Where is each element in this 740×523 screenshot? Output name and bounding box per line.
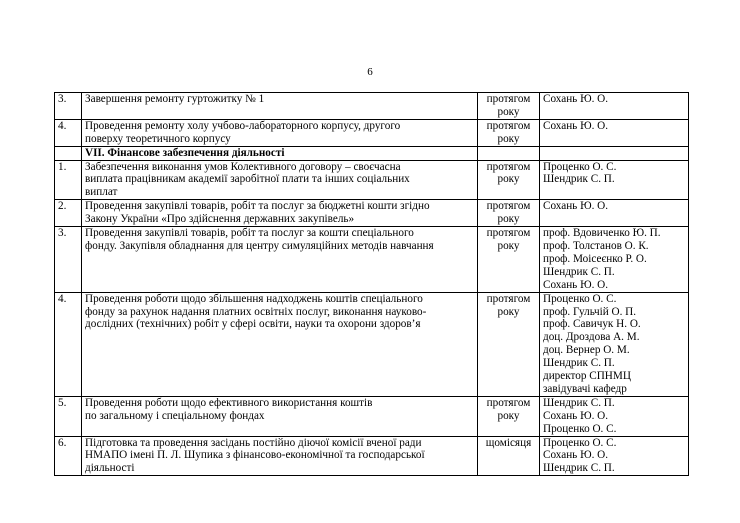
task-line: Проведення закупівлі товарів, робіт та послуг за бюджетні кошти згідно bbox=[85, 200, 430, 213]
task-line: діяльності bbox=[85, 462, 135, 475]
page-number: 6 bbox=[367, 66, 373, 78]
responsible-cell bbox=[540, 292, 689, 396]
row-number: 4. bbox=[55, 292, 82, 396]
section-title: VII. Фінансове забезпечення діяльності bbox=[82, 146, 478, 160]
responsible-line: Шендрик С. П. bbox=[543, 173, 615, 186]
term-line: року bbox=[497, 105, 520, 118]
row-number: 4. bbox=[55, 119, 82, 146]
task-line: Проведення ремонту холу учбово-лабораторного корпусу, другого bbox=[85, 119, 401, 132]
term-line: року bbox=[497, 409, 520, 422]
task-cell bbox=[82, 93, 478, 120]
table-row bbox=[55, 200, 689, 227]
responsible-line: проф. Толстанов О. К. bbox=[543, 239, 649, 252]
row-number: 5. bbox=[55, 396, 82, 436]
term-line: року bbox=[497, 213, 520, 226]
term-line: протягом bbox=[486, 396, 531, 409]
row-number: 1. bbox=[55, 160, 82, 200]
responsible-cell bbox=[540, 119, 689, 146]
responsible-line: проф. Гульчій О. П. bbox=[543, 305, 637, 318]
section-term-cell bbox=[478, 146, 540, 160]
table-body-before bbox=[55, 93, 689, 147]
term-line: протягом bbox=[486, 160, 531, 173]
term-cell bbox=[478, 93, 540, 120]
task-line: Забезпечення виконання умов Колективного договору – своєчасна bbox=[85, 160, 401, 173]
term-cell bbox=[478, 119, 540, 146]
responsible-cell bbox=[540, 93, 689, 120]
responsible-line: директор СПНМЦ bbox=[543, 370, 631, 383]
task-cell bbox=[82, 119, 478, 146]
responsible-line: Сохань Ю. О. bbox=[543, 278, 609, 291]
table-row bbox=[55, 436, 689, 476]
task-line: дослідних (технічних) робіт у сфері освіти, науки та охорони здоров’я bbox=[85, 318, 421, 331]
term-line: року bbox=[497, 239, 520, 252]
term-line: року bbox=[497, 305, 520, 318]
term-line: року bbox=[497, 173, 520, 186]
responsible-line: проф. Моісеєнко Р. О. bbox=[543, 252, 647, 265]
task-cell bbox=[82, 227, 478, 293]
responsible-cell bbox=[540, 436, 689, 476]
responsible-cell bbox=[540, 200, 689, 227]
term-line: протягом bbox=[486, 227, 531, 240]
section-responsible-cell bbox=[540, 146, 689, 160]
table-row bbox=[55, 93, 689, 120]
task-line: НМАПО імені П. Л. Шупика з фінансово-економічної та господарської bbox=[85, 449, 425, 462]
term-line: року bbox=[497, 132, 520, 145]
table-row bbox=[55, 227, 689, 293]
responsible-cell bbox=[540, 396, 689, 436]
row-number: 2. bbox=[55, 200, 82, 227]
task-cell bbox=[82, 436, 478, 476]
row-number: 3. bbox=[55, 93, 82, 120]
row-number: 6. bbox=[55, 436, 82, 476]
term-cell bbox=[478, 227, 540, 293]
responsible-line: Сохань Ю. О. bbox=[543, 119, 609, 132]
term-cell bbox=[478, 436, 540, 476]
section-num-cell bbox=[55, 146, 82, 160]
term-cell bbox=[478, 160, 540, 200]
term-line: протягом bbox=[486, 119, 531, 132]
responsible-line: Сохань Ю. О. bbox=[543, 449, 609, 462]
task-line: Проведення роботи щодо збільшення надходжень коштів спеціального bbox=[85, 292, 423, 305]
table-body-after bbox=[55, 160, 689, 476]
responsible-line: Проценко О. С. bbox=[543, 422, 617, 435]
responsible-line: Шендрик С. П. bbox=[543, 462, 615, 475]
responsible-line: Шендрик С. П. bbox=[543, 265, 615, 278]
task-cell bbox=[82, 396, 478, 436]
task-line: поверху теоретичного корпусу bbox=[85, 132, 231, 145]
table-row bbox=[55, 292, 689, 396]
responsible-line: завідувачі кафедр bbox=[543, 382, 627, 395]
task-line: виплата працівникам академії заробітної плати та інших соціальних bbox=[85, 173, 410, 186]
task-cell bbox=[82, 200, 478, 227]
task-cell bbox=[82, 292, 478, 396]
responsible-line: Проценко О. С. bbox=[543, 160, 617, 173]
term-line: протягом bbox=[486, 200, 531, 213]
responsible-line: Сохань Ю. О. bbox=[543, 93, 609, 105]
task-line: Проведення закупівлі товарів, робіт та послуг за кошти спеціального bbox=[85, 227, 414, 240]
responsible-cell bbox=[540, 227, 689, 293]
responsible-line: Шендрик С. П. bbox=[543, 357, 615, 370]
responsible-line: Шендрик С. П. bbox=[543, 396, 615, 409]
responsible-line: Проценко О. С. bbox=[543, 436, 617, 449]
responsible-line: Сохань Ю. О. bbox=[543, 409, 609, 422]
task-line: Закону України «Про здійснення державних закупівель» bbox=[85, 213, 355, 226]
task-line: виплат bbox=[85, 186, 118, 199]
table-row bbox=[55, 119, 689, 146]
table-row bbox=[55, 160, 689, 200]
term-cell bbox=[478, 396, 540, 436]
task-line: Проведення роботи щодо ефективного використання коштів bbox=[85, 396, 373, 409]
term-line: щомісяця bbox=[485, 436, 532, 449]
task-line: по загальному і спеціальному фондах bbox=[85, 409, 265, 422]
responsible-line: доц. Дроздова А. М. bbox=[543, 331, 640, 344]
section-body bbox=[55, 146, 689, 160]
task-line: фонду за рахунок надання платних освітніх послуг, виконання науково- bbox=[85, 305, 427, 318]
row-number: 3. bbox=[55, 227, 82, 293]
table-row bbox=[55, 396, 689, 436]
term-cell bbox=[478, 292, 540, 396]
task-line: Підготовка та проведення засідань постійно діючої комісії вченої ради bbox=[85, 436, 422, 449]
responsible-line: проф. Савичук Н. О. bbox=[543, 318, 641, 331]
task-line: фонду. Закупівля обладнання для центру симуляційних методів навчання bbox=[85, 239, 434, 252]
responsible-line: проф. Вдовиченко Ю. П. bbox=[543, 227, 661, 240]
section-row bbox=[55, 146, 689, 160]
term-line: протягом bbox=[486, 93, 531, 105]
term-line: протягом bbox=[486, 292, 531, 305]
responsible-cell bbox=[540, 160, 689, 200]
responsible-line: доц. Вернер О. М. bbox=[543, 344, 630, 357]
responsible-line: Сохань Ю. О. bbox=[543, 200, 609, 213]
responsible-line: Проценко О. С. bbox=[543, 292, 617, 305]
plan-table bbox=[54, 92, 689, 476]
task-cell bbox=[82, 160, 478, 200]
task-line: Завершення ремонту гуртожитку № 1 bbox=[85, 93, 265, 105]
term-cell bbox=[478, 200, 540, 227]
